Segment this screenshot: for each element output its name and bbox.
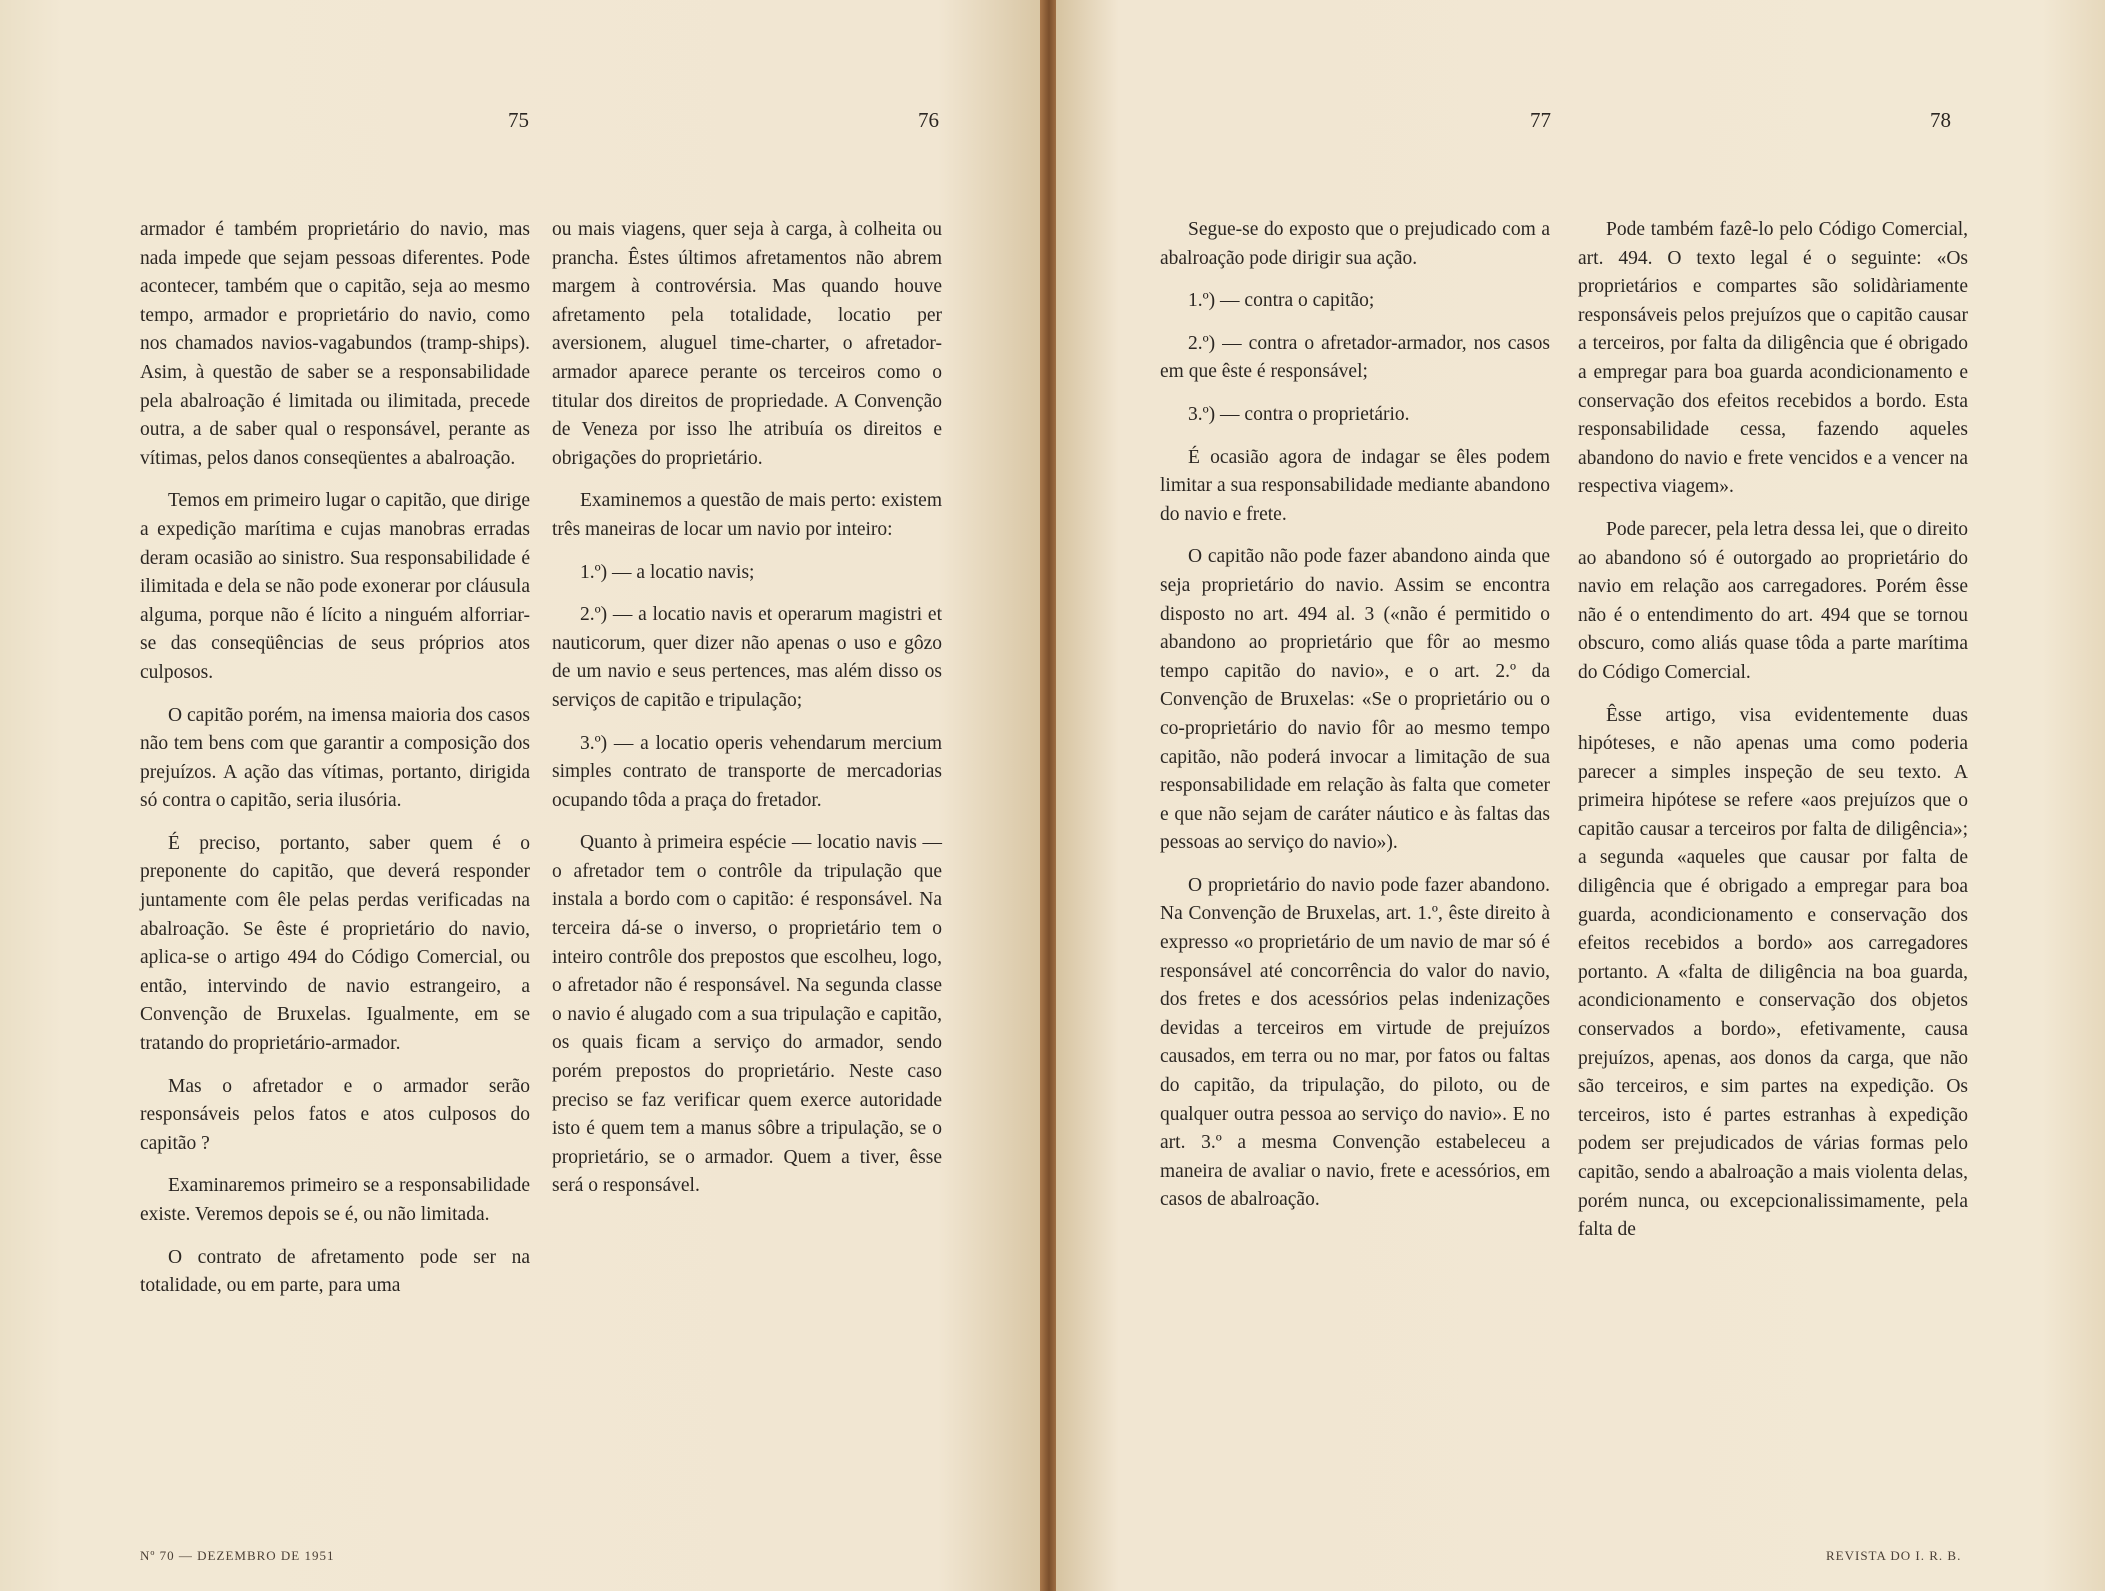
list-item: 2.º) — a locatio navis et operarum magistri et nauticorum, quer dizer não apenas o uso e gôzo de um navio e seus pertences, mas além disso os serviços de capitão e tripulação; — [552, 604, 942, 711]
list-item: 3.º) — contra o proprietário. — [1188, 403, 1410, 425]
paragraph: É ocasião agora de indagar se êles podem limitar a sua responsabilidade mediante abandono do navio e frete. — [1160, 446, 1550, 525]
list-item: 1.º) — a locatio navis; — [580, 561, 755, 583]
paragraph: O proprietário do navio pode fazer abandono. Na Convenção de Bruxelas, art. 1.º, êste direito à expresso «o proprietário de um navio de mar só é responsável até concorrência do valor do navio, dos fretes e dos acessórios pelas indenizações devidas a terceiros em virtude de prejuízos causados, em terra ou no mar, por fatos ou faltas do capitão, da tripulação, do piloto, ou de qualquer outra pessoa ao serviço do navio». E no art. 3.º a mesma Convenção estabeleceu a maneira de avaliar o navio, frete e acessórios, em casos de abalroação. — [1160, 874, 1550, 1211]
paragraph: Examinaremos primeiro se a responsabilidade existe. Veremos depois se é, ou não limitada. — [140, 1175, 530, 1225]
paragraph: armador é também proprietário do navio, mas nada impede que sejam pessoas diferentes. Pode acontecer, também que o capitão, seja ao mesmo tempo, armador e proprietário do navio, como nos chamados navios-vagabundos (tramp-ships). Asim, à questão de saber se a responsabilidade pela abalroação é limitada ou ilimitada, precede outra, a de saber qual o responsável, perante as vítimas, pelos danos conseqüentes a abalroação. — [140, 219, 530, 469]
paragraph: Segue-se do exposto que o prejudicado com a abalroação pode dirigir sua ação. — [1160, 219, 1550, 269]
paragraph: O capitão não pode fazer abandono ainda que seja proprietário do navio. Assim se encontra disposto no art. 494 al. 3 («não é permitido o abandono ao proprietário que fôr ao mesmo tempo capitão do navio», e o art. 2.º da Convenção de Bruxelas: «Se o proprietário ou o co-proprietário do navio fôr ao mesmo tempo capitão, não poderá invocar a limitação de sua responsabilidade em relação às falta que cometer e que não sejam de caráter náutico e às faltas das pessoas ao serviço do navio»). — [1160, 546, 1550, 854]
footer-issue: Nº 70 — DEZEMBRO DE 1951 — [140, 1548, 335, 1563]
list-item: 3.º) — a locatio operis vehendarum mercium simples contrato de transporte de mercadorias ocupando tôda a praça do fretador. — [552, 732, 942, 811]
list-item: 2.º) — contra o afretador-armador, nos casos em que êste é responsável; — [1160, 332, 1550, 383]
paragraph: Temos em primeiro lugar o capitão, que dirige a expedição marítima e cujas manobras erradas deram ocasião ao sinistro. Sua responsabilidade é ilimitada e dela se não pode exonerar por cláusula alguma, porque não é lícito a ninguém alforriar-se das conseqüências de seus próprios atos culposos. — [140, 490, 530, 683]
list-item: 1.º) — contra o capitão; — [1188, 290, 1375, 312]
column-page-76 — [552, 216, 942, 1215]
footer-journal: REVISTA DO I. R. B. — [1826, 1548, 1962, 1563]
paragraph: O capitão porém, na imensa maioria dos casos não tem bens com que garantir a composição dos prejuízos. A ação das vítimas, portanto, dirigida só contra o capitão, seria ilusória. — [140, 704, 530, 812]
paragraph: Examinemos a questão de mais perto: existem três maneiras de locar um navio por inteiro: — [552, 490, 942, 540]
page-number-77: 77 — [1530, 108, 1551, 132]
page-number-78: 78 — [1930, 108, 1951, 132]
page-number-75: 75 — [508, 108, 529, 132]
paragraph: O contrato de afretamento pode ser na totalidade, ou em parte, para uma — [140, 1246, 530, 1297]
paragraph: Mas o afretador e o armador serão responsáveis pelos fatos e atos culposos do capitão ? — [140, 1075, 530, 1154]
paragraph: ou mais viagens, quer seja à carga, à colheita ou prancha. Êstes últimos afretamentos não abrem margem à controvérsia. Mas quando houve afretamento pela totalidade, locatio per aversionem, aluguel time-charter, o afretador-armador aparece perante os terceiros como o titular dos direitos de propriedade. A Convenção de Veneza por isso lhe atribuía os direitos e obrigações do proprietário. — [552, 219, 942, 469]
column-page-77 — [1160, 216, 1550, 1229]
paragraph: É preciso, portanto, saber quem é o preponente do capitão, que deverá responder juntamente com êle pelas perdas verificadas na abalroação. Se êste é proprietário do navio, aplica-se o artigo 494 do Código Comercial, ou então, intervindo de navio estrangeiro, a Convenção de Bruxelas. Igualmente, em se tratando do proprietário-armador. — [140, 832, 530, 1055]
page-number-76: 76 — [918, 108, 939, 132]
paragraph: Quanto à primeira espécie — locatio navis — o afretador tem o contrôle da tripulação que instala a bordo com o capitão: é responsável. Na terceira dá-se o inverso, o proprietário tem o inteiro contrôle dos prepostos que escolheu, logo, o afretador não é responsável. Na segunda classe o navio é alugado com a sua tripulação e capitão, os quais ficam a serviço do armador, sendo porém prepostos do proprietário. Neste caso preciso se faz verificar quem exerce autoridade isto é quem tem a manus sôbre a tripulação, se o proprietário, se o armador. Quem a tiver, êsse será o responsável. — [552, 832, 942, 1197]
paragraph: Êsse artigo, visa evidentemente duas hipóteses, e não apenas uma como poderia parecer a simples inspeção de seu texto. A primeira hipótese se refere «aos prejuízos que o capitão causar a terceiros por falta de diligência»; a segunda «aqueles que causar por falta de diligência que é obrigado a empregar para boa guarda, acondicionamento e conservação dos efeitos recebidos a bordo» aos carregadores portanto. A «falta de diligência na boa guarda, acondicionamento e conservação dos objetos conservados a bordo», efetivamente, causa prejuízos, apenas, aos donos da carga, que não são terceiros, e sim partes na expedição. Os terceiros, isto é partes estranhas à expedição podem ser prejudicados de várias formas pelo capitão, sendo a abalroação a mais violenta delas, porém nunca, ou excepcionalissimamente, pela falta de — [1578, 704, 1968, 1241]
column-page-78 — [1578, 216, 1968, 1259]
column-page-75 — [140, 216, 530, 1315]
paragraph: Pode parecer, pela letra dessa lei, que o direito ao abandono só é outorgado ao proprietário do navio em relação aos carregadores. Porém êsse não é o entendimento do art. 494 que se tornou obscuro, como aliás quase tôda a parte marítima do Código Comercial. — [1578, 518, 1968, 683]
left-page — [0, 0, 1042, 1591]
paragraph: Pode também fazê-lo pelo Código Comercial, art. 494. O texto legal é o seguinte: «Os proprietários e compartes são solidàriamente responsáveis pelos prejuízos que o capitão causar a terceiros, por falta da diligência que é obrigado a empregar para boa guarda acondicionamento e conservação dos efeitos recebidos a bordo. Esta responsabilidade cessa, fazendo aqueles abandono do navio e frete vencidos e a vencer na respectiva viagem». — [1578, 219, 1968, 498]
right-page — [1056, 0, 2105, 1591]
